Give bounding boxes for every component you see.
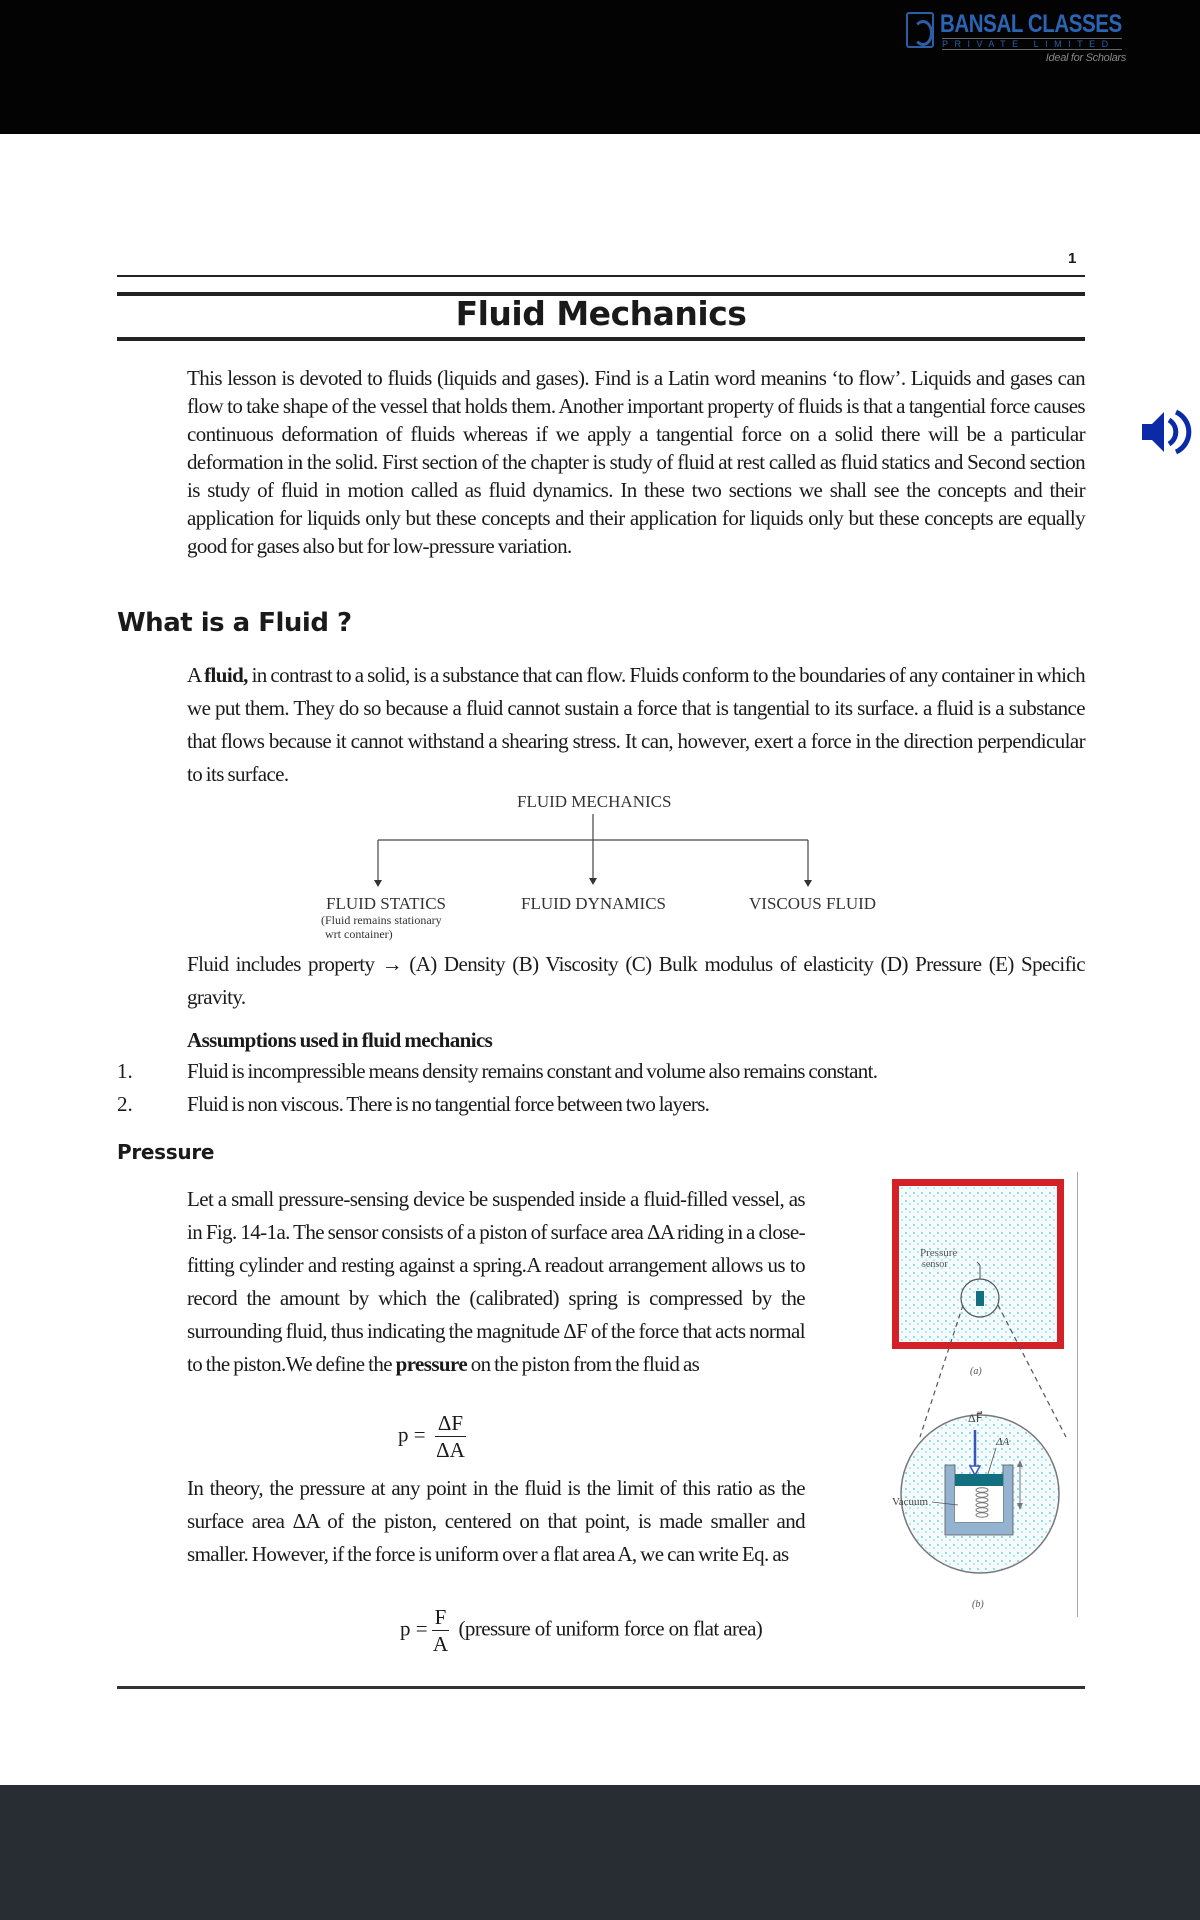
eq1-lhs: p =	[398, 1422, 426, 1447]
fluid-para-rest: in contrast to a solid, is a substance that can flow. Fluids conform to the boundaries of any container in which we put them. They do so because a fluid cannot sustain a force that is tangential to its surface. a fluid is a substance that flows because it cannot withstand a shearing stress. It can, however, exert a force in the direction perpendicular to its surface.	[187, 663, 1085, 786]
diagram-branch-dynamics: FLUID DYNAMICS	[521, 894, 666, 913]
logo-subtitle: PRIVATE LIMITED	[942, 38, 1122, 50]
eq1-numerator: ΔF	[435, 1410, 466, 1437]
section-heading-what-is-fluid: What is a Fluid ?	[117, 608, 352, 638]
assumptions-heading: Assumptions used in fluid mechanics	[187, 1028, 493, 1052]
assumption-number: 2.	[117, 1092, 133, 1116]
title-rule-bottom	[117, 337, 1085, 341]
pressure-para1-tail: on the piston from the fluid as	[467, 1352, 700, 1376]
eq1-denominator: ΔA	[436, 1438, 465, 1462]
logo-mark-icon	[906, 12, 934, 48]
equation-pressure-uniform	[400, 1604, 762, 1657]
assumption-item: Fluid is incompressible means density remains constant and volume also remains constant.	[187, 1059, 878, 1083]
pressure-bold-term: pressure	[395, 1352, 468, 1376]
diagram-statics-note-2: wrt container)	[325, 927, 393, 941]
figure-label-area: ΔA	[996, 1436, 1010, 1448]
bansal-classes-logo	[906, 12, 1126, 68]
logo-tagline: Ideal for Scholars	[1045, 52, 1126, 64]
pressure-paragraph-1	[187, 1183, 805, 1381]
eq2-denominator: A	[432, 1632, 449, 1656]
diagram-branch-statics: FLUID STATICS	[326, 894, 447, 913]
equation-pressure-delta	[398, 1410, 470, 1463]
assumption-item: Fluid is non viscous. There is no tangential force between two layers.	[187, 1092, 710, 1116]
pressure-sensor-figure	[888, 1175, 1078, 1615]
pressure-paragraph-2: In theory, the pressure at any point in the fluid is the limit of this ratio as the surface area ΔA of the piston, centered on that point, is made smaller and smaller. However, if the force is uniform over a flat area A, we can write Eq. as	[187, 1476, 805, 1566]
top-bar	[0, 0, 1200, 134]
fluid-definition-paragraph	[187, 659, 1085, 791]
eq2-note: (pressure of uniform force on flat area)	[458, 1616, 763, 1641]
fluid-para-prefix: A	[187, 663, 205, 687]
header-rule-top	[117, 275, 1085, 277]
diagram-statics-note-1: (Fluid remains stationary	[321, 913, 442, 927]
speaker-icon[interactable]	[1138, 404, 1194, 460]
section-heading-pressure: Pressure	[117, 1140, 215, 1164]
logo-name: BANSAL CLASSES	[940, 10, 1122, 38]
figure-label-vacuum: Vacuum	[892, 1496, 929, 1508]
figure-label-sensor: sensor	[922, 1259, 948, 1270]
page-title: Fluid Mechanics	[455, 294, 747, 333]
page-number: 1	[1068, 250, 1077, 267]
diagram-root-label: FLUID MECHANICS	[517, 792, 672, 811]
footer-rule	[117, 1686, 1085, 1689]
fluid-properties-text: Fluid includes property → (A) Density (B) Viscosity (C) Bulk modulus of elasticity (D) Pressure (E) Specific gravity.	[187, 952, 1085, 1009]
figure-label-pressure: Pressure	[920, 1247, 958, 1259]
assumption-number: 1.	[117, 1059, 133, 1083]
pressure-para1-text: Let a small pressure-sensing device be suspended inside a fluid-filled vessel, as in Fig. 14-1a. The sensor consists of a piston of surface area ΔA riding in a close-fitting cylinder and resting against a spring.A readout arrangement allows us to record the amount by which the (calibrated) spring is compressed by the surrounding fluid, thus indicating the magnitude ΔF of the force that acts normal to the piston.We define the	[187, 1187, 805, 1376]
pressure-sensor-illustration	[888, 1175, 1078, 1615]
diagram-branch-viscous: VISCOUS FLUID	[749, 894, 877, 913]
eq2-numerator: F	[432, 1604, 450, 1631]
bottom-bar	[0, 1785, 1200, 1920]
figure-caption-b: (b)	[972, 1599, 984, 1610]
eq2-lhs: p =	[400, 1616, 428, 1641]
fluid-mechanics-diagram	[300, 790, 900, 945]
intro-paragraph: This lesson is devoted to fluids (liquids and gases). Find is a Latin word meanins ‘to flow’. Liquids and gases can flow to take shape of the vessel that holds them. Another important property of fluids is that a tangential force causes continuous deformation of fluids whereas if we apply a tangential force on a solid there will be a particular deformation in the solid. First section of the chapter is study of fluid at rest called as fluid statics and Second section is study of fluid in motion called as fluid dynamics. In these two sections we shall see the concepts and their application for liquids only but these concepts and their application for liquids only but these concepts are equally good for gases also but for low-pressure variation.	[187, 366, 1085, 558]
figure-caption-a: (a)	[970, 1366, 982, 1377]
fluid-bold-term: fluid,	[204, 663, 248, 687]
figure-label-force: ΔF⃗	[968, 1411, 983, 1425]
